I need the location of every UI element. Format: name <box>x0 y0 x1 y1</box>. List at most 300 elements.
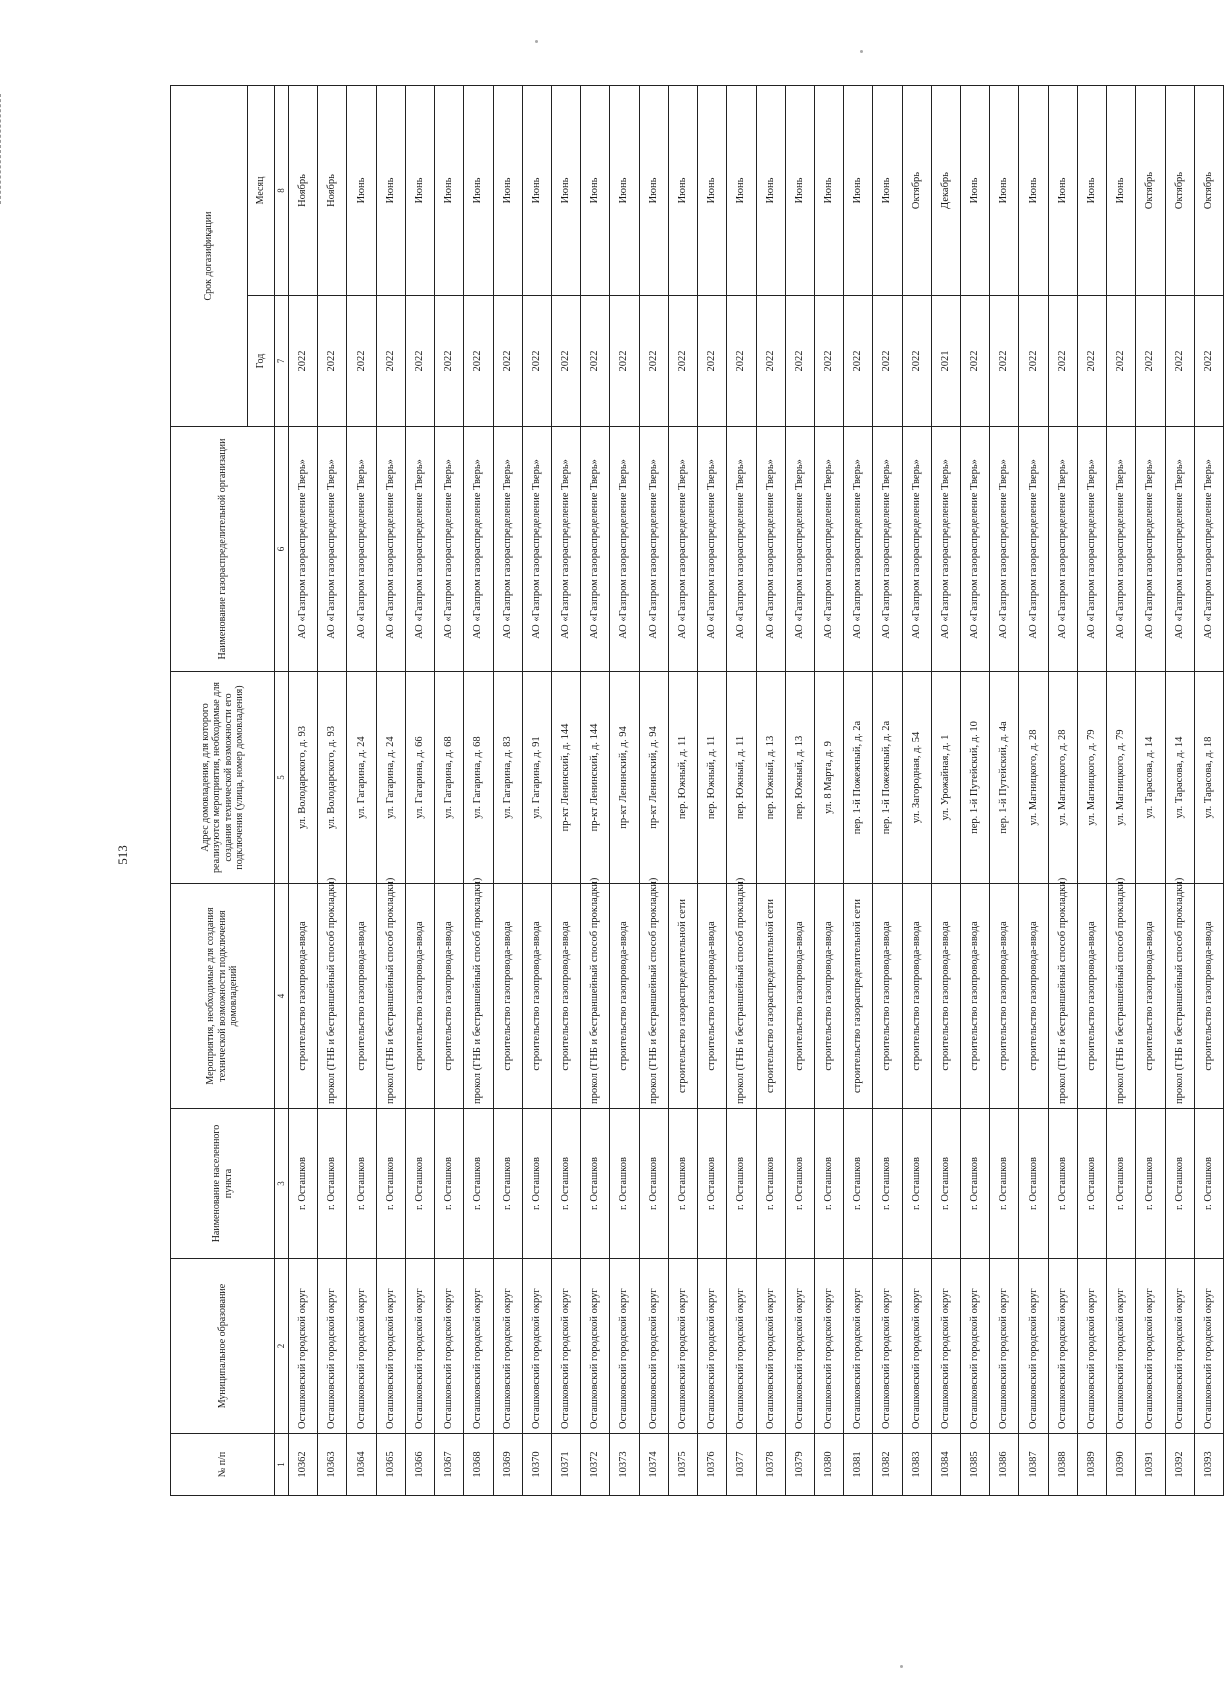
table-row <box>727 86 756 1496</box>
scan-speck <box>900 1665 903 1668</box>
settlement-cell: г. Осташков <box>610 1109 639 1259</box>
table-row <box>844 86 873 1496</box>
year-cell: 2022 <box>522 296 551 427</box>
row-number: 10385 <box>961 1434 990 1496</box>
municipality-cell: Осташковский городской округ <box>931 1259 960 1434</box>
activity-cell: строительство газопровода-ввода <box>990 884 1019 1109</box>
row-number: 10369 <box>493 1434 522 1496</box>
year-cell: 2022 <box>318 296 347 427</box>
year-cell: 2022 <box>1194 296 1223 427</box>
header-year: Год <box>248 296 275 427</box>
settlement-cell: г. Осташков <box>1019 1109 1048 1259</box>
activity-cell: строительство газопровода-ввода <box>902 884 931 1109</box>
organization-cell: АО «Газпром газораспределение Тверь» <box>289 427 318 672</box>
table-row <box>522 86 551 1496</box>
municipality-cell: Осташковский городской округ <box>1048 1259 1077 1434</box>
address-cell: пер. Южный, д. 13 <box>756 672 785 884</box>
year-cell: 2022 <box>464 296 493 427</box>
activity-cell: строительство газопровода-ввода <box>289 884 318 1109</box>
municipality-cell: Осташковский городской округ <box>873 1259 902 1434</box>
activity-cell: строительство газопровода-ввода <box>785 884 814 1109</box>
settlement-cell: г. Осташков <box>1194 1109 1223 1259</box>
activity-cell: строительство газопровода-ввода <box>1194 884 1223 1109</box>
activity-cell: строительство газопровода-ввода <box>698 884 727 1109</box>
address-cell: пер. 1-й Путейский, д. 10 <box>961 672 990 884</box>
scan-edge-mark <box>0 94 3 204</box>
address-cell: ул. Тарасова, д. 14 <box>1165 672 1194 884</box>
page-number: 513 <box>115 845 130 865</box>
row-number: 10364 <box>347 1434 376 1496</box>
month-cell: Июнь <box>435 86 464 296</box>
year-cell: 2022 <box>668 296 697 427</box>
rotated-document <box>170 86 1224 1496</box>
month-cell: Июнь <box>990 86 1019 296</box>
municipality-cell: Осташковский городской округ <box>961 1259 990 1434</box>
year-cell: 2022 <box>990 296 1019 427</box>
column-number: 7 <box>275 296 289 427</box>
municipality-cell: Осташковский городской округ <box>785 1259 814 1434</box>
column-number: 8 <box>275 86 289 296</box>
settlement-cell: г. Осташков <box>698 1109 727 1259</box>
settlement-cell: г. Осташков <box>814 1109 843 1259</box>
organization-cell: АО «Газпром газораспределение Тверь» <box>698 427 727 672</box>
table-row <box>990 86 1019 1496</box>
organization-cell: АО «Газпром газораспределение Тверь» <box>1107 427 1136 672</box>
activity-cell: строительство газопровода-ввода <box>1077 884 1106 1109</box>
activity-cell: строительство газопровода-ввода <box>1019 884 1048 1109</box>
table-row <box>668 86 697 1496</box>
address-cell: ул. Загородная, д. 54 <box>902 672 931 884</box>
activity-cell: строительство газопровода-ввода <box>347 884 376 1109</box>
activity-cell: прокол (ГНБ и бестраншейный способ прокладки) <box>1107 884 1136 1109</box>
settlement-cell: г. Осташков <box>551 1109 580 1259</box>
header-organization: Наименование газораспределительной организации <box>171 427 275 672</box>
address-cell: пер. Южный, д. 11 <box>668 672 697 884</box>
municipality-cell: Осташковский городской округ <box>435 1259 464 1434</box>
row-number: 10376 <box>698 1434 727 1496</box>
table-row <box>639 86 668 1496</box>
municipality-cell: Осташковский городской округ <box>902 1259 931 1434</box>
municipality-cell: Осташковский городской округ <box>1107 1259 1136 1434</box>
year-cell: 2022 <box>347 296 376 427</box>
month-cell: Июнь <box>551 86 580 296</box>
address-cell: пр-кт Ленинский, д. 144 <box>581 672 610 884</box>
activity-cell: строительство газопровода-ввода <box>1136 884 1165 1109</box>
organization-cell: АО «Газпром газораспределение Тверь» <box>873 427 902 672</box>
municipality-cell: Осташковский городской округ <box>522 1259 551 1434</box>
address-cell: ул. Гагарина, д. 68 <box>435 672 464 884</box>
settlement-cell: г. Осташков <box>464 1109 493 1259</box>
row-number: 10388 <box>1048 1434 1077 1496</box>
month-cell: Июнь <box>814 86 843 296</box>
address-cell: ул. Гагарина, д. 24 <box>376 672 405 884</box>
year-cell: 2022 <box>581 296 610 427</box>
month-cell: Июнь <box>668 86 697 296</box>
month-cell: Июнь <box>639 86 668 296</box>
table-row <box>1019 86 1048 1496</box>
address-cell: ул. Магницкого, д. 28 <box>1019 672 1048 884</box>
row-number: 10391 <box>1136 1434 1165 1496</box>
month-cell: Июнь <box>961 86 990 296</box>
row-number: 10378 <box>756 1434 785 1496</box>
year-cell: 2022 <box>1107 296 1136 427</box>
settlement-cell: г. Осташков <box>961 1109 990 1259</box>
row-number: 10386 <box>990 1434 1019 1496</box>
year-cell: 2022 <box>1048 296 1077 427</box>
settlement-cell: г. Осташков <box>1048 1109 1077 1259</box>
header-term: Срок догазификации <box>171 86 248 427</box>
organization-cell: АО «Газпром газораспределение Тверь» <box>405 427 434 672</box>
row-number: 10390 <box>1107 1434 1136 1496</box>
month-cell: Июнь <box>522 86 551 296</box>
activity-cell: строительство газораспределительной сети <box>844 884 873 1109</box>
month-cell: Июнь <box>405 86 434 296</box>
address-cell: пр-кт Ленинский, д. 94 <box>639 672 668 884</box>
organization-cell: АО «Газпром газораспределение Тверь» <box>435 427 464 672</box>
month-cell: Июнь <box>873 86 902 296</box>
year-cell: 2022 <box>814 296 843 427</box>
municipality-cell: Осташковский городской округ <box>1165 1259 1194 1434</box>
address-cell: ул. Гагарина, д. 91 <box>522 672 551 884</box>
address-cell: пер. Южный, д. 13 <box>785 672 814 884</box>
month-cell: Ноябрь <box>289 86 318 296</box>
year-cell: 2022 <box>1019 296 1048 427</box>
municipality-cell: Осташковский городской округ <box>405 1259 434 1434</box>
header-settlement: Наименование населенного пункта <box>171 1109 275 1259</box>
row-number: 10380 <box>814 1434 843 1496</box>
settlement-cell: г. Осташков <box>785 1109 814 1259</box>
year-cell: 2022 <box>551 296 580 427</box>
table-row <box>289 86 318 1496</box>
address-cell: ул. Гагарина, д. 24 <box>347 672 376 884</box>
activity-cell: строительство газораспределительной сети <box>756 884 785 1109</box>
year-cell: 2022 <box>961 296 990 427</box>
address-cell: ул. Володарского, д. 93 <box>318 672 347 884</box>
table-row <box>961 86 990 1496</box>
organization-cell: АО «Газпром газораспределение Тверь» <box>756 427 785 672</box>
activity-cell: строительство газопровода-ввода <box>493 884 522 1109</box>
activity-cell: строительство газопровода-ввода <box>435 884 464 1109</box>
table-row <box>931 86 960 1496</box>
table-row <box>376 86 405 1496</box>
address-cell: ул. Гагарина, д. 83 <box>493 672 522 884</box>
organization-cell: АО «Газпром газораспределение Тверь» <box>464 427 493 672</box>
municipality-cell: Осташковский городской округ <box>493 1259 522 1434</box>
settlement-cell: г. Осташков <box>756 1109 785 1259</box>
settlement-cell: г. Осташков <box>1107 1109 1136 1259</box>
year-cell: 2022 <box>610 296 639 427</box>
settlement-cell: г. Осташков <box>376 1109 405 1259</box>
settlement-cell: г. Осташков <box>639 1109 668 1259</box>
month-cell: Июнь <box>1048 86 1077 296</box>
address-cell: ул. Магницкого, д. 28 <box>1048 672 1077 884</box>
month-cell: Июнь <box>1107 86 1136 296</box>
header-municipality: Муниципальное образование <box>171 1259 275 1434</box>
year-cell: 2022 <box>902 296 931 427</box>
year-cell: 2022 <box>785 296 814 427</box>
row-number: 10384 <box>931 1434 960 1496</box>
activity-cell: прокол (ГНБ и бестраншейный способ прокладки) <box>581 884 610 1109</box>
settlement-cell: г. Осташков <box>844 1109 873 1259</box>
header-num: № п/п <box>171 1434 275 1496</box>
activity-cell: прокол (ГНБ и бестраншейный способ прокладки) <box>639 884 668 1109</box>
activity-cell: прокол (ГНБ и бестраншейный способ прокладки) <box>376 884 405 1109</box>
address-cell: ул. Урожайная, д. 1 <box>931 672 960 884</box>
scan-speck <box>860 50 863 53</box>
address-cell: пр-кт Ленинский, д. 144 <box>551 672 580 884</box>
month-cell: Октябрь <box>902 86 931 296</box>
municipality-cell: Осташковский городской округ <box>756 1259 785 1434</box>
table-row <box>493 86 522 1496</box>
year-cell: 2022 <box>698 296 727 427</box>
column-number: 4 <box>275 884 289 1109</box>
activity-cell: прокол (ГНБ и бестраншейный способ прокладки) <box>727 884 756 1109</box>
organization-cell: АО «Газпром газораспределение Тверь» <box>581 427 610 672</box>
row-number: 10363 <box>318 1434 347 1496</box>
table-row <box>610 86 639 1496</box>
year-cell: 2022 <box>493 296 522 427</box>
organization-cell: АО «Газпром газораспределение Тверь» <box>785 427 814 672</box>
address-cell: пр-кт Ленинский, д. 94 <box>610 672 639 884</box>
municipality-cell: Осташковский городской округ <box>610 1259 639 1434</box>
table-row <box>347 86 376 1496</box>
month-cell: Июнь <box>493 86 522 296</box>
row-number: 10362 <box>289 1434 318 1496</box>
address-cell: ул. Гагарина, д. 66 <box>405 672 434 884</box>
address-cell: ул. Магницкого, д. 79 <box>1077 672 1106 884</box>
activity-cell: строительство газопровода-ввода <box>873 884 902 1109</box>
row-number: 10382 <box>873 1434 902 1496</box>
municipality-cell: Осташковский городской округ <box>639 1259 668 1434</box>
activity-cell: прокол (ГНБ и бестраншейный способ прокладки) <box>464 884 493 1109</box>
municipality-cell: Осташковский городской округ <box>727 1259 756 1434</box>
organization-cell: АО «Газпром газораспределение Тверь» <box>347 427 376 672</box>
scan-speck <box>535 40 538 43</box>
row-number: 10368 <box>464 1434 493 1496</box>
month-cell: Октябрь <box>1136 86 1165 296</box>
table-row <box>1107 86 1136 1496</box>
municipality-cell: Осташковский городской округ <box>318 1259 347 1434</box>
month-cell: Июнь <box>698 86 727 296</box>
settlement-cell: г. Осташков <box>931 1109 960 1259</box>
settlement-cell: г. Осташков <box>289 1109 318 1259</box>
table-row <box>1136 86 1165 1496</box>
table-row <box>814 86 843 1496</box>
municipality-cell: Осташковский городской округ <box>814 1259 843 1434</box>
table-row <box>551 86 580 1496</box>
month-cell: Октябрь <box>1194 86 1223 296</box>
year-cell: 2022 <box>873 296 902 427</box>
settlement-cell: г. Осташков <box>990 1109 1019 1259</box>
month-cell: Июнь <box>756 86 785 296</box>
settlement-cell: г. Осташков <box>1165 1109 1194 1259</box>
settlement-cell: г. Осташков <box>1077 1109 1106 1259</box>
organization-cell: АО «Газпром газораспределение Тверь» <box>318 427 347 672</box>
activity-cell: прокол (ГНБ и бестраншейный способ прокладки) <box>1165 884 1194 1109</box>
organization-cell: АО «Газпром газораспределение Тверь» <box>961 427 990 672</box>
address-cell: ул. Магницкого, д. 79 <box>1107 672 1136 884</box>
organization-cell: АО «Газпром газораспределение Тверь» <box>1048 427 1077 672</box>
organization-cell: АО «Газпром газораспределение Тверь» <box>639 427 668 672</box>
table-body <box>289 86 1224 1496</box>
table-row <box>581 86 610 1496</box>
activity-cell: строительство газопровода-ввода <box>931 884 960 1109</box>
month-cell: Июнь <box>844 86 873 296</box>
row-number: 10374 <box>639 1434 668 1496</box>
organization-cell: АО «Газпром газораспределение Тверь» <box>493 427 522 672</box>
organization-cell: АО «Газпром газораспределение Тверь» <box>844 427 873 672</box>
address-cell: пер. Южный, д. 11 <box>698 672 727 884</box>
settlement-cell: г. Осташков <box>727 1109 756 1259</box>
organization-cell: АО «Газпром газораспределение Тверь» <box>668 427 697 672</box>
organization-cell: АО «Газпром газораспределение Тверь» <box>376 427 405 672</box>
settlement-cell: г. Осташков <box>902 1109 931 1259</box>
year-cell: 2022 <box>727 296 756 427</box>
row-number: 10367 <box>435 1434 464 1496</box>
settlement-cell: г. Осташков <box>435 1109 464 1259</box>
settlement-cell: г. Осташков <box>522 1109 551 1259</box>
table-row <box>1077 86 1106 1496</box>
municipality-cell: Осташковский городской округ <box>1194 1259 1223 1434</box>
settlement-cell: г. Осташков <box>668 1109 697 1259</box>
year-cell: 2022 <box>435 296 464 427</box>
column-number: 2 <box>275 1259 289 1434</box>
municipality-cell: Осташковский городской округ <box>698 1259 727 1434</box>
row-number: 10365 <box>376 1434 405 1496</box>
column-number: 5 <box>275 672 289 884</box>
row-number: 10389 <box>1077 1434 1106 1496</box>
activity-cell: прокол (ГНБ и бестраншейный способ прокладки) <box>1048 884 1077 1109</box>
year-cell: 2022 <box>405 296 434 427</box>
municipality-cell: Осташковский городской округ <box>1019 1259 1048 1434</box>
municipality-cell: Осташковский городской округ <box>464 1259 493 1434</box>
header-address: Адрес домовладения, для которого реализуются мероприятия, необходимые для создания технической возможности его подключения (улица, номер домовладения) <box>171 672 275 884</box>
organization-cell: АО «Газпром газораспределение Тверь» <box>931 427 960 672</box>
organization-cell: АО «Газпром газораспределение Тверь» <box>522 427 551 672</box>
address-cell: ул. Тарасова, д. 18 <box>1194 672 1223 884</box>
row-number: 10375 <box>668 1434 697 1496</box>
month-cell: Июнь <box>376 86 405 296</box>
settlement-cell: г. Осташков <box>1136 1109 1165 1259</box>
table-row <box>1194 86 1223 1496</box>
row-number: 10377 <box>727 1434 756 1496</box>
organization-cell: АО «Газпром газораспределение Тверь» <box>727 427 756 672</box>
municipality-cell: Осташковский городской округ <box>668 1259 697 1434</box>
table-row <box>785 86 814 1496</box>
municipality-cell: Осташковский городской округ <box>289 1259 318 1434</box>
table-row <box>464 86 493 1496</box>
municipality-cell: Осташковский городской округ <box>581 1259 610 1434</box>
table-row <box>873 86 902 1496</box>
year-cell: 2021 <box>931 296 960 427</box>
address-cell: пер. 1-й Пожежный, д. 2а <box>844 672 873 884</box>
activity-cell: строительство газопровода-ввода <box>405 884 434 1109</box>
year-cell: 2022 <box>1077 296 1106 427</box>
year-cell: 2022 <box>1136 296 1165 427</box>
organization-cell: АО «Газпром газораспределение Тверь» <box>610 427 639 672</box>
organization-cell: АО «Газпром газораспределение Тверь» <box>551 427 580 672</box>
organization-cell: АО «Газпром газораспределение Тверь» <box>1077 427 1106 672</box>
organization-cell: АО «Газпром газораспределение Тверь» <box>990 427 1019 672</box>
table-row <box>1048 86 1077 1496</box>
municipality-cell: Осташковский городской округ <box>347 1259 376 1434</box>
organization-cell: АО «Газпром газораспределение Тверь» <box>1019 427 1048 672</box>
month-cell: Июнь <box>1077 86 1106 296</box>
year-cell: 2022 <box>639 296 668 427</box>
row-number: 10393 <box>1194 1434 1223 1496</box>
settlement-cell: г. Осташков <box>581 1109 610 1259</box>
settlement-cell: г. Осташков <box>347 1109 376 1259</box>
column-number-row <box>275 86 289 1496</box>
year-cell: 2022 <box>756 296 785 427</box>
year-cell: 2022 <box>1165 296 1194 427</box>
month-cell: Июнь <box>347 86 376 296</box>
year-cell: 2022 <box>844 296 873 427</box>
table-row <box>698 86 727 1496</box>
month-cell: Июнь <box>785 86 814 296</box>
row-number: 10366 <box>405 1434 434 1496</box>
settlement-cell: г. Осташков <box>873 1109 902 1259</box>
gasification-table <box>170 85 1224 1496</box>
activity-cell: прокол (ГНБ и бестраншейный способ прокладки) <box>318 884 347 1109</box>
activity-cell: строительство газопровода-ввода <box>522 884 551 1109</box>
settlement-cell: г. Осташков <box>405 1109 434 1259</box>
month-cell: Октябрь <box>1165 86 1194 296</box>
municipality-cell: Осташковский городской округ <box>376 1259 405 1434</box>
table-row <box>435 86 464 1496</box>
organization-cell: АО «Газпром газораспределение Тверь» <box>1194 427 1223 672</box>
activity-cell: строительство газопровода-ввода <box>814 884 843 1109</box>
header-activities: Мероприятия, необходимые для создания технической возможности подключения домовладений <box>171 884 275 1109</box>
row-number: 10383 <box>902 1434 931 1496</box>
month-cell: Ноябрь <box>318 86 347 296</box>
municipality-cell: Осташковский городской округ <box>844 1259 873 1434</box>
address-cell: ул. 8 Марта, д. 9 <box>814 672 843 884</box>
row-number: 10381 <box>844 1434 873 1496</box>
activity-cell: строительство газопровода-ввода <box>610 884 639 1109</box>
settlement-cell: г. Осташков <box>318 1109 347 1259</box>
column-number: 6 <box>275 427 289 672</box>
row-number: 10379 <box>785 1434 814 1496</box>
table-row <box>318 86 347 1496</box>
address-cell: ул. Тарасова, д. 14 <box>1136 672 1165 884</box>
organization-cell: АО «Газпром газораспределение Тверь» <box>1165 427 1194 672</box>
address-cell: пер. 1-й Путейский, д. 4а <box>990 672 1019 884</box>
row-number: 10392 <box>1165 1434 1194 1496</box>
month-cell: Июнь <box>1019 86 1048 296</box>
row-number: 10371 <box>551 1434 580 1496</box>
row-number: 10373 <box>610 1434 639 1496</box>
organization-cell: АО «Газпром газораспределение Тверь» <box>1136 427 1165 672</box>
month-cell: Июнь <box>464 86 493 296</box>
table-row <box>405 86 434 1496</box>
table-row <box>756 86 785 1496</box>
organization-cell: АО «Газпром газораспределение Тверь» <box>814 427 843 672</box>
month-cell: Декабрь <box>931 86 960 296</box>
activity-cell: строительство газораспределительной сети <box>668 884 697 1109</box>
address-cell: ул. Гагарина, д. 68 <box>464 672 493 884</box>
organization-cell: АО «Газпром газораспределение Тверь» <box>902 427 931 672</box>
address-cell: пер. Южный, д. 11 <box>727 672 756 884</box>
row-number: 10372 <box>581 1434 610 1496</box>
municipality-cell: Осташковский городской округ <box>1077 1259 1106 1434</box>
address-cell: пер. 1-й Пожежный, д. 2а <box>873 672 902 884</box>
header-month: Месяц <box>248 86 275 296</box>
year-cell: 2022 <box>289 296 318 427</box>
column-number: 3 <box>275 1109 289 1259</box>
table-row <box>1165 86 1194 1496</box>
activity-cell: строительство газопровода-ввода <box>551 884 580 1109</box>
